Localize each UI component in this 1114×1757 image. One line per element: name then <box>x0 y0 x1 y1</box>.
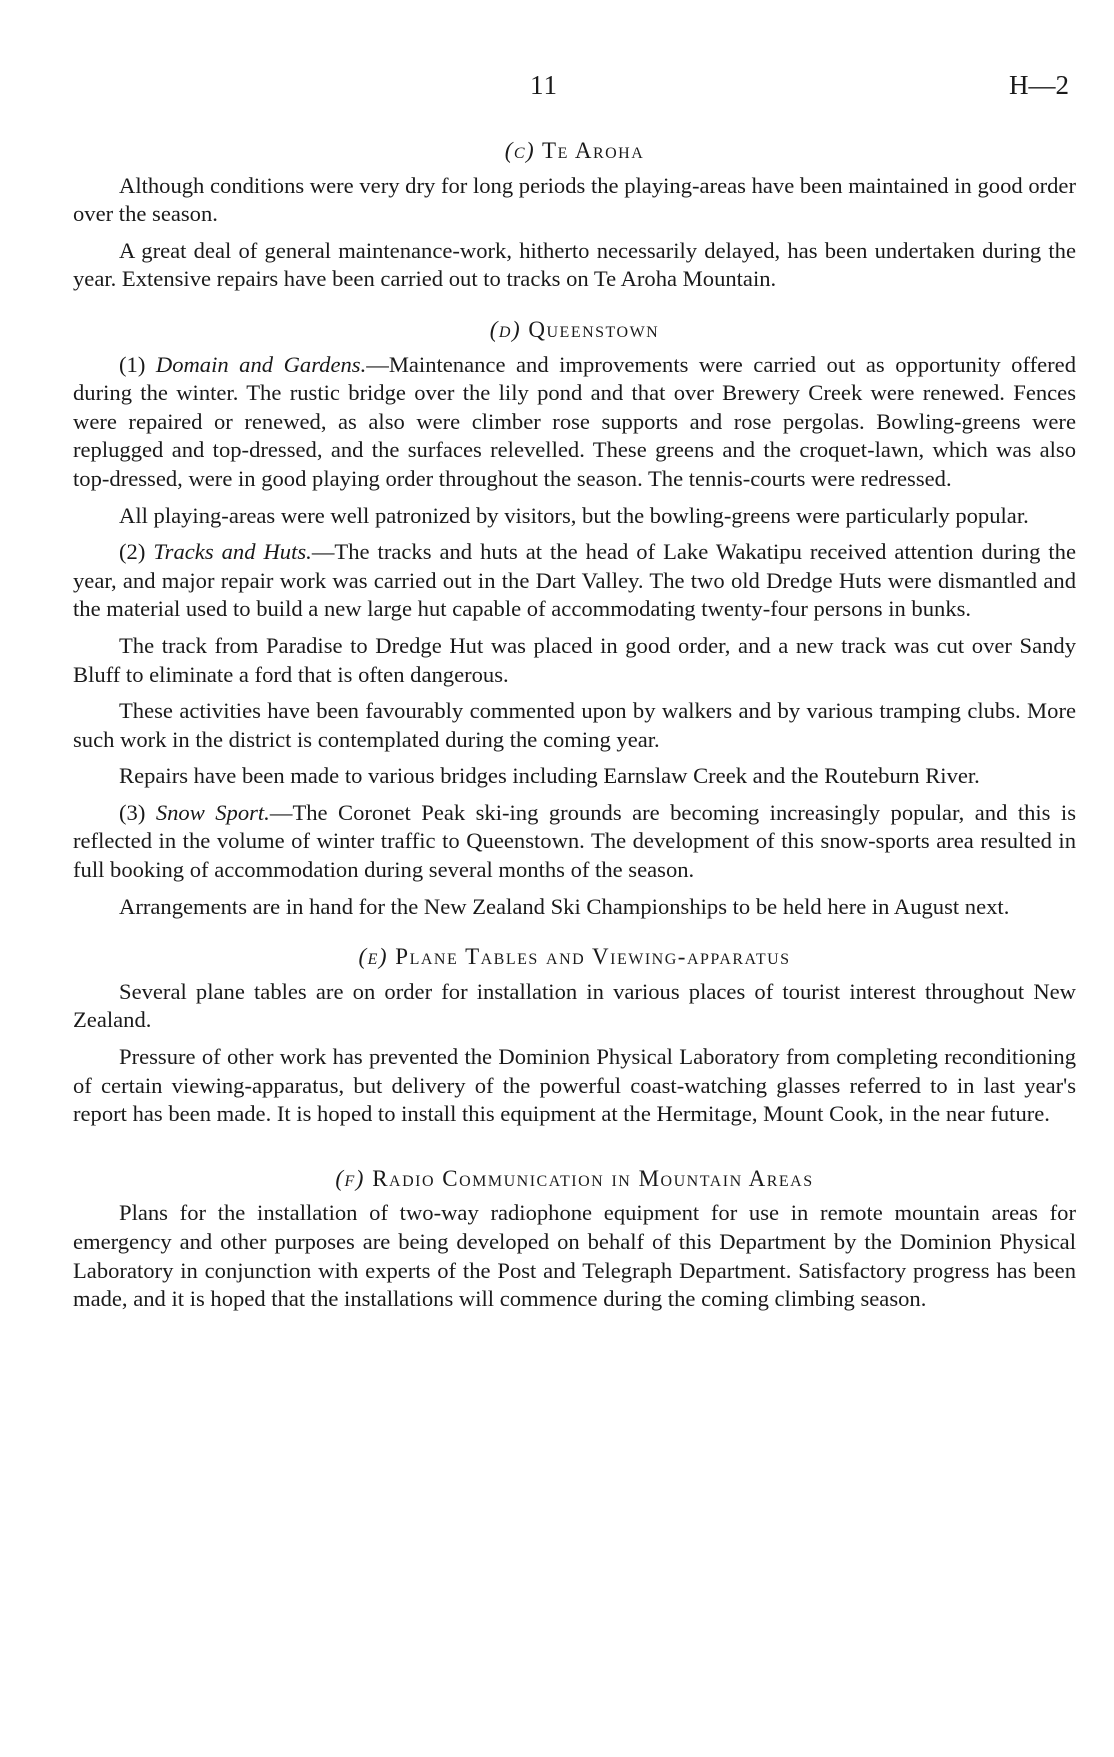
paragraph: The track from Paradise to Dredge Hut was placed in good order, and a new track was cut over Sandy Bluff to eliminate a ford that is often dangerous. <box>73 632 1076 687</box>
document-code: H—2 <box>1009 70 1069 100</box>
paragraph: Plans for the installation of two-way radiophone equipment for use in remote mountain areas for emergency and other purposes are being developed on behalf of this Department by the Dominion Physical Laboratory in conjunction with experts of the Post and Telegraph Department. Satisfactory progress has been made, and it is hoped that the installations will commence during the coming climbing season. <box>73 1200 1076 1312</box>
section-letter: (d) <box>489 316 522 342</box>
section-letter: (f) <box>335 1165 365 1191</box>
paragraph: Several plane tables are on order for installation in various places of tourist interest throughout New Zealand. <box>73 978 1076 1033</box>
paragraph: All playing-areas were well patronized by visitors, but the bowling-greens were particularly popular. <box>119 502 1029 528</box>
paragraph-tracks-huts <box>73 538 1076 624</box>
section-title: Plane Tables and Viewing-apparatus <box>395 944 791 970</box>
subheading-tracks-huts: Tracks and Huts. <box>153 539 312 565</box>
page-content <box>73 137 1076 1322</box>
paragraph: Repairs have been made to various bridges including Earnslaw Creek and the Routeburn River. <box>119 763 980 789</box>
paragraph: Although conditions were very dry for long periods the playing-areas have been maintained in good order over the season. <box>73 172 1076 227</box>
page-number: 11 <box>530 70 558 100</box>
section-heading-queenstown <box>73 316 1076 345</box>
paragraph: Arrangements are in hand for the New Zealand Ski Championships to be held here in August next. <box>119 893 1010 919</box>
subheading-snow-sport: Snow Sport. <box>155 799 270 825</box>
section-letter: (e) <box>358 944 389 970</box>
subheading-domain-gardens: Domain and Gardens. <box>155 351 367 377</box>
section-title: Radio Communication in Mountain Areas <box>372 1165 814 1191</box>
paragraph: A great deal of general maintenance-work, hitherto necessarily delayed, has been undertaken during the year. Extensive repairs have been carried out to tracks on Te Aroha Mountain. <box>73 237 1076 292</box>
paragraph-domain-gardens <box>73 351 1076 494</box>
paragraph-text: —The Coronet Peak ski-ing grounds are becoming increasingly popular, and this is reflected in the volume of winter traffic to Queenstown. The development of this snow-sports area resulted in full booking of accommodation during several months of the season. <box>73 799 1076 883</box>
paragraph-snow-sport <box>73 799 1076 885</box>
section-heading-radio <box>73 1165 1076 1194</box>
section-title: Te Aroha <box>542 138 645 163</box>
section-heading-te-aroha <box>73 137 1076 166</box>
paragraph-text: —The tracks and huts at the head of Lake Wakatipu received attention during the year, and major repair work was carried out in the Dart Valley. The two old Dredge Huts were dismantled and the material used to build a new large hut capable of accommodating twenty-four persons in bunks. <box>73 539 1076 622</box>
paragraph-text: —Maintenance and improvements were carried out as opportunity offered during the winter. The rustic bridge over the lily pond and that over Brewery Creek were renewed. Fences were repaired or renewed, as also were climber rose supports and rose pergolas. Bowling-greens were replugged and top-dressed, and the surfaces relevelled. These greens and the croquet-lawn, which was also top-dressed, were in good playing order throughout the season. The tennis-courts were redressed. <box>73 351 1076 491</box>
item-number: (3) <box>119 799 146 825</box>
item-number: (1) <box>119 351 146 377</box>
paragraph: These activities have been favourably commented upon by walkers and by various tramping clubs. More such work in the district is contemplated during the coming year. <box>73 698 1076 752</box>
section-title: Queenstown <box>528 316 660 342</box>
paragraph: Pressure of other work has prevented the Dominion Physical Laboratory from completing reconditioning of certain viewing-apparatus, but delivery of the powerful coast-watching glasses referred to in last year's report has been made. It is hoped to install this equipment at the Hermitage, Mount Cook, in the near future. <box>73 1044 1076 1127</box>
page-header <box>0 70 1114 110</box>
section-letter: (c) <box>504 138 536 163</box>
item-number: (2) <box>119 539 146 565</box>
section-heading-plane-tables <box>73 943 1076 972</box>
